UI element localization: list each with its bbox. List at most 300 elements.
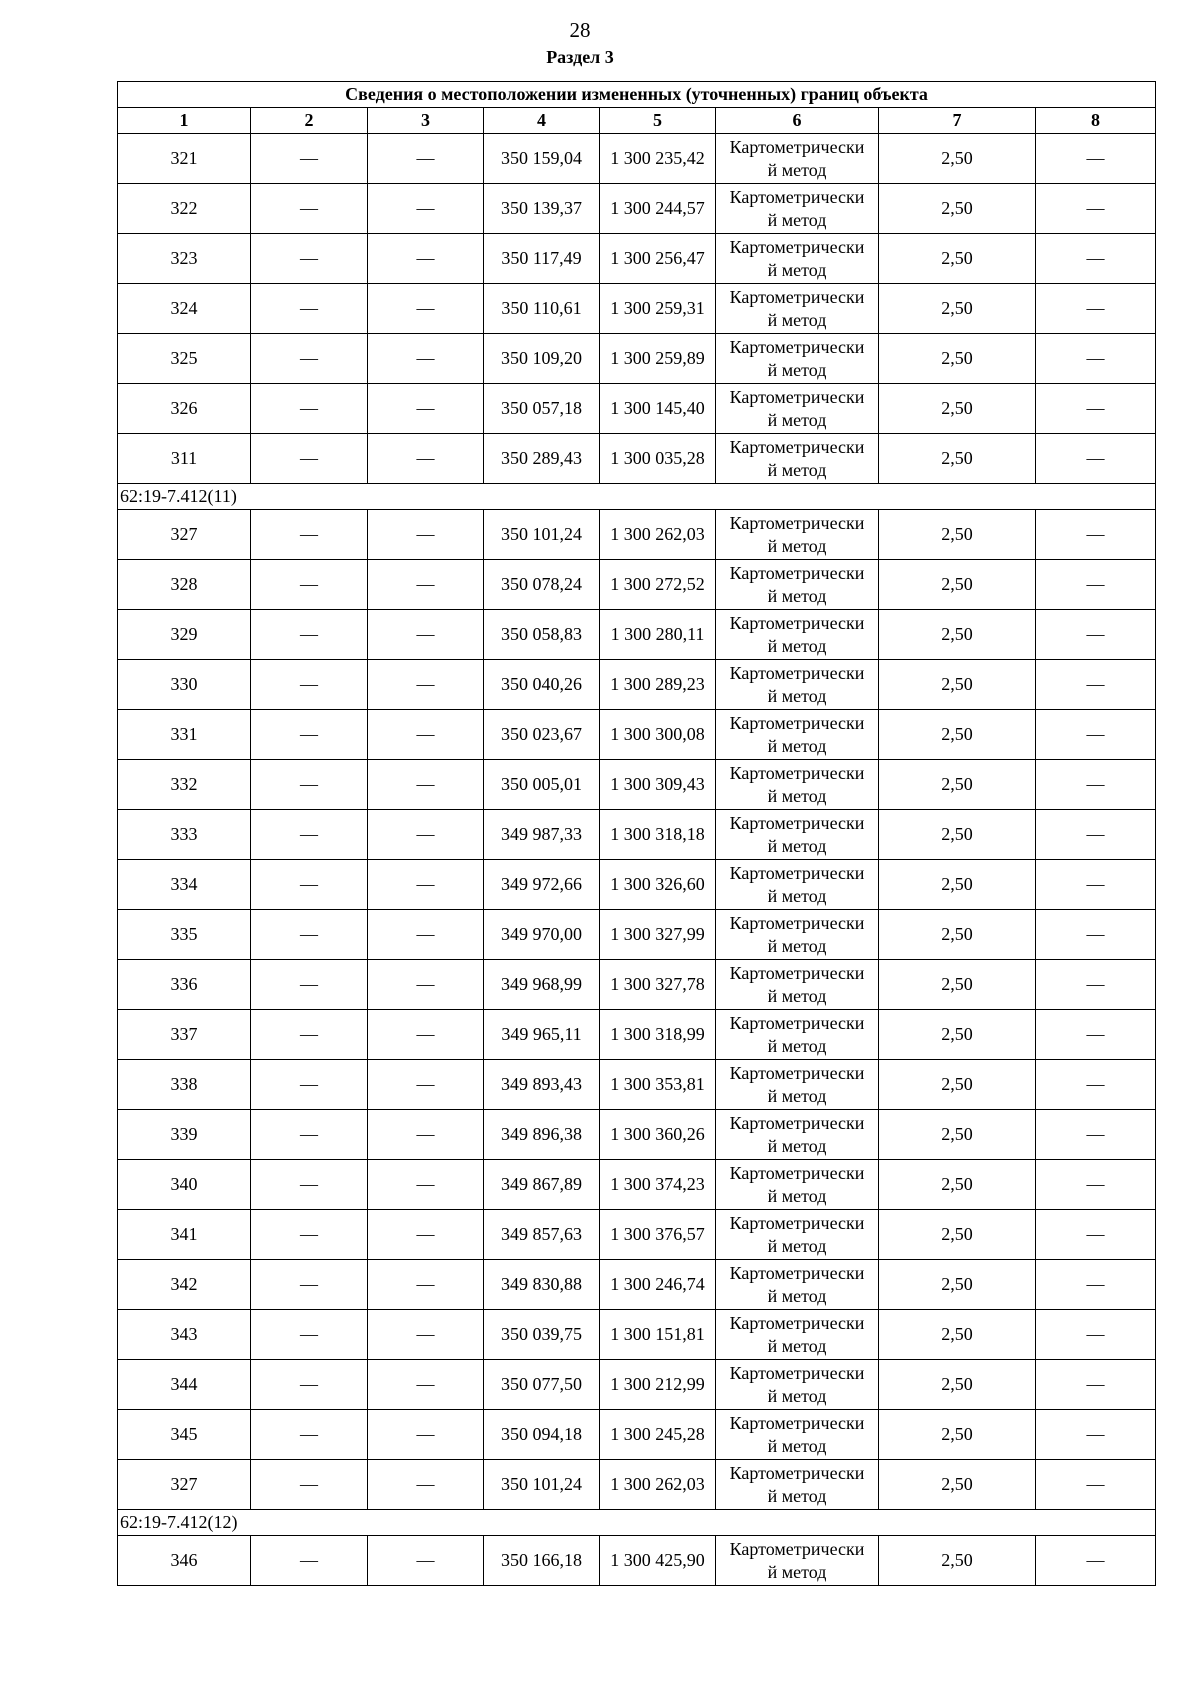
y-coordinate-cell: 1 300 374,23 — [600, 1160, 716, 1210]
table-row — [118, 434, 1156, 484]
x-coordinate-cell: 350 110,61 — [484, 284, 600, 334]
x-coordinate-cell: 349 970,00 — [484, 910, 600, 960]
method-line-1: Картометрически — [729, 1362, 865, 1383]
method-cell — [716, 384, 879, 434]
method-line-2: й метод — [767, 259, 827, 280]
point-number-cell: 341 — [118, 1210, 251, 1260]
y-coordinate-cell: 1 300 327,99 — [600, 910, 716, 960]
y-coordinate-cell: 1 300 280,11 — [600, 610, 716, 660]
accuracy-cell: 2,50 — [879, 384, 1036, 434]
section-title: Раздел 3 — [546, 47, 614, 67]
x-coordinate-cell: 350 159,04 — [484, 134, 600, 184]
table-row — [118, 1310, 1156, 1360]
method-cell — [716, 234, 879, 284]
method-cell — [716, 434, 879, 484]
table-row — [118, 1010, 1156, 1060]
method-line-1: Картометрически — [729, 386, 865, 407]
method-line-1: Картометрически — [729, 1162, 865, 1183]
y-coordinate-cell: 1 300 246,74 — [600, 1260, 716, 1310]
empty-dash-cell: — — [251, 560, 368, 610]
y-coordinate-cell: 1 300 360,26 — [600, 1110, 716, 1160]
empty-dash-cell: — — [1036, 1010, 1156, 1060]
empty-dash-cell: — — [1036, 610, 1156, 660]
x-coordinate-cell: 350 289,43 — [484, 434, 600, 484]
empty-dash-cell: — — [251, 334, 368, 384]
x-coordinate-cell: 349 965,11 — [484, 1010, 600, 1060]
empty-dash-cell: — — [251, 1536, 368, 1586]
empty-dash-cell: — — [368, 810, 484, 860]
accuracy-cell: 2,50 — [879, 710, 1036, 760]
y-coordinate-cell: 1 300 256,47 — [600, 234, 716, 284]
method-line-2: й метод — [767, 459, 827, 480]
table-row — [118, 610, 1156, 660]
x-coordinate-cell: 350 166,18 — [484, 1536, 600, 1586]
x-coordinate-cell: 349 972,66 — [484, 860, 600, 910]
point-number-cell: 328 — [118, 560, 251, 610]
empty-dash-cell: — — [368, 910, 484, 960]
empty-dash-cell: — — [251, 1160, 368, 1210]
point-number-cell: 346 — [118, 1536, 251, 1586]
accuracy-cell: 2,50 — [879, 284, 1036, 334]
empty-dash-cell: — — [1036, 960, 1156, 1010]
table-row — [118, 710, 1156, 760]
method-line-2: й метод — [767, 735, 827, 756]
y-coordinate-cell: 1 300 212,99 — [600, 1360, 716, 1410]
empty-dash-cell: — — [251, 810, 368, 860]
point-number-cell: 327 — [118, 510, 251, 560]
y-coordinate-cell: 1 300 318,18 — [600, 810, 716, 860]
accuracy-cell: 2,50 — [879, 860, 1036, 910]
y-coordinate-cell: 1 300 259,31 — [600, 284, 716, 334]
column-number: 4 — [484, 108, 600, 134]
y-coordinate-cell: 1 300 300,08 — [600, 710, 716, 760]
method-line-2: й метод — [767, 359, 827, 380]
method-line-2: й метод — [767, 1285, 827, 1306]
method-line-1: Картометрически — [729, 662, 865, 683]
method-line-1: Картометрически — [729, 136, 865, 157]
accuracy-cell: 2,50 — [879, 1010, 1036, 1060]
method-line-1: Картометрически — [729, 1012, 865, 1033]
method-line-2: й метод — [767, 835, 827, 856]
x-coordinate-cell: 350 040,26 — [484, 660, 600, 710]
method-line-2: й метод — [767, 535, 827, 556]
accuracy-cell: 2,50 — [879, 1060, 1036, 1110]
empty-dash-cell: — — [1036, 910, 1156, 960]
empty-dash-cell: — — [1036, 134, 1156, 184]
group-row — [118, 484, 1156, 510]
empty-dash-cell: — — [368, 1310, 484, 1360]
table-row — [118, 810, 1156, 860]
empty-dash-cell: — — [1036, 1210, 1156, 1260]
method-line-1: Картометрически — [729, 1062, 865, 1083]
y-coordinate-cell: 1 300 326,60 — [600, 860, 716, 910]
method-line-2: й метод — [767, 1035, 827, 1056]
point-number-cell: 343 — [118, 1310, 251, 1360]
table-body — [118, 134, 1156, 1586]
empty-dash-cell: — — [251, 960, 368, 1010]
method-line-1: Картометрически — [729, 862, 865, 883]
empty-dash-cell: — — [251, 1210, 368, 1260]
y-coordinate-cell: 1 300 259,89 — [600, 334, 716, 384]
table-row — [118, 284, 1156, 334]
method-cell — [716, 1536, 879, 1586]
x-coordinate-cell: 349 867,89 — [484, 1160, 600, 1210]
table-row — [118, 384, 1156, 434]
y-coordinate-cell: 1 300 262,03 — [600, 1460, 716, 1510]
empty-dash-cell: — — [1036, 1060, 1156, 1110]
empty-dash-cell: — — [1036, 810, 1156, 860]
column-number: 1 — [118, 108, 251, 134]
empty-dash-cell: — — [251, 1410, 368, 1460]
empty-dash-cell: — — [368, 760, 484, 810]
y-coordinate-cell: 1 300 151,81 — [600, 1310, 716, 1360]
method-cell — [716, 1260, 879, 1310]
method-cell — [716, 660, 879, 710]
table-row — [118, 134, 1156, 184]
accuracy-cell: 2,50 — [879, 510, 1036, 560]
y-coordinate-cell: 1 300 289,23 — [600, 660, 716, 710]
accuracy-cell: 2,50 — [879, 660, 1036, 710]
x-coordinate-cell: 350 139,37 — [484, 184, 600, 234]
empty-dash-cell: — — [368, 234, 484, 284]
empty-dash-cell: — — [368, 384, 484, 434]
method-line-2: й метод — [767, 1435, 827, 1456]
accuracy-cell: 2,50 — [879, 1360, 1036, 1410]
method-line-2: й метод — [767, 1235, 827, 1256]
method-line-1: Картометрически — [729, 562, 865, 583]
y-coordinate-cell: 1 300 376,57 — [600, 1210, 716, 1260]
empty-dash-cell: — — [251, 134, 368, 184]
method-cell — [716, 284, 879, 334]
empty-dash-cell: — — [368, 960, 484, 1010]
empty-dash-cell: — — [368, 1260, 484, 1310]
empty-dash-cell: — — [1036, 1360, 1156, 1410]
x-coordinate-cell: 350 039,75 — [484, 1310, 600, 1360]
method-line-2: й метод — [767, 1485, 827, 1506]
accuracy-cell: 2,50 — [879, 610, 1036, 660]
method-line-2: й метод — [767, 885, 827, 906]
method-line-2: й метод — [767, 935, 827, 956]
table-row — [118, 760, 1156, 810]
method-cell — [716, 810, 879, 860]
method-cell — [716, 610, 879, 660]
method-line-2: й метод — [767, 159, 827, 180]
method-line-1: Картометрически — [729, 612, 865, 633]
point-number-cell: 344 — [118, 1360, 251, 1410]
accuracy-cell: 2,50 — [879, 1410, 1036, 1460]
x-coordinate-cell: 349 830,88 — [484, 1260, 600, 1310]
x-coordinate-cell: 350 057,18 — [484, 384, 600, 434]
method-line-2: й метод — [767, 409, 827, 430]
table-row — [118, 1210, 1156, 1260]
table-row — [118, 184, 1156, 234]
point-number-cell: 340 — [118, 1160, 251, 1210]
x-coordinate-cell: 349 987,33 — [484, 810, 600, 860]
table-row — [118, 1360, 1156, 1410]
method-line-1: Картометрически — [729, 186, 865, 207]
table-row — [118, 910, 1156, 960]
y-coordinate-cell: 1 300 035,28 — [600, 434, 716, 484]
table-row — [118, 1060, 1156, 1110]
x-coordinate-cell: 350 101,24 — [484, 510, 600, 560]
point-number-cell: 330 — [118, 660, 251, 710]
method-cell — [716, 1410, 879, 1460]
point-number-cell: 321 — [118, 134, 251, 184]
point-number-cell: 338 — [118, 1060, 251, 1110]
point-number-cell: 327 — [118, 1460, 251, 1510]
method-cell — [716, 710, 879, 760]
empty-dash-cell: — — [1036, 384, 1156, 434]
empty-dash-cell: — — [368, 184, 484, 234]
y-coordinate-cell: 1 300 309,43 — [600, 760, 716, 810]
group-label: 62:19-7.412(11) — [118, 484, 1156, 510]
accuracy-cell: 2,50 — [879, 334, 1036, 384]
boundary-coordinates-table — [117, 81, 1156, 1586]
method-cell — [716, 1360, 879, 1410]
point-number-cell: 329 — [118, 610, 251, 660]
empty-dash-cell: — — [368, 334, 484, 384]
method-cell — [716, 910, 879, 960]
empty-dash-cell: — — [1036, 710, 1156, 760]
method-cell — [716, 560, 879, 610]
empty-dash-cell: — — [368, 710, 484, 760]
empty-dash-cell: — — [251, 1110, 368, 1160]
x-coordinate-cell: 349 968,99 — [484, 960, 600, 1010]
table-row — [118, 1160, 1156, 1210]
x-coordinate-cell: 350 005,01 — [484, 760, 600, 810]
accuracy-cell: 2,50 — [879, 810, 1036, 860]
table-row — [118, 334, 1156, 384]
x-coordinate-cell: 350 117,49 — [484, 234, 600, 284]
x-coordinate-cell: 350 078,24 — [484, 560, 600, 610]
table-row — [118, 1410, 1156, 1460]
accuracy-cell: 2,50 — [879, 234, 1036, 284]
empty-dash-cell: — — [251, 384, 368, 434]
method-line-2: й метод — [767, 985, 827, 1006]
method-line-1: Картометрически — [729, 762, 865, 783]
group-label: 62:19-7.412(12) — [118, 1510, 1156, 1536]
method-line-2: й метод — [767, 1185, 827, 1206]
empty-dash-cell: — — [251, 1260, 368, 1310]
y-coordinate-cell: 1 300 262,03 — [600, 510, 716, 560]
accuracy-cell: 2,50 — [879, 1310, 1036, 1360]
point-number-cell: 311 — [118, 434, 251, 484]
empty-dash-cell: — — [251, 710, 368, 760]
method-cell — [716, 1010, 879, 1060]
empty-dash-cell: — — [368, 1160, 484, 1210]
empty-dash-cell: — — [1036, 1160, 1156, 1210]
method-line-1: Картометрически — [729, 436, 865, 457]
method-line-2: й метод — [767, 1335, 827, 1356]
point-number-cell: 339 — [118, 1110, 251, 1160]
column-number: 3 — [368, 108, 484, 134]
method-line-1: Картометрически — [729, 812, 865, 833]
accuracy-cell: 2,50 — [879, 910, 1036, 960]
empty-dash-cell: — — [251, 284, 368, 334]
method-cell — [716, 184, 879, 234]
empty-dash-cell: — — [1036, 284, 1156, 334]
point-number-cell: 334 — [118, 860, 251, 910]
accuracy-cell: 2,50 — [879, 1460, 1036, 1510]
y-coordinate-cell: 1 300 145,40 — [600, 384, 716, 434]
point-number-cell: 331 — [118, 710, 251, 760]
y-coordinate-cell: 1 300 272,52 — [600, 560, 716, 610]
table-row — [118, 860, 1156, 910]
y-coordinate-cell: 1 300 245,28 — [600, 1410, 716, 1460]
table-row — [118, 1536, 1156, 1586]
method-cell — [716, 960, 879, 1010]
y-coordinate-cell: 1 300 327,78 — [600, 960, 716, 1010]
empty-dash-cell: — — [368, 860, 484, 910]
point-number-cell: 325 — [118, 334, 251, 384]
point-number-cell: 345 — [118, 1410, 251, 1460]
point-number-cell: 336 — [118, 960, 251, 1010]
empty-dash-cell: — — [368, 1210, 484, 1260]
empty-dash-cell: — — [368, 1536, 484, 1586]
method-line-1: Картометрически — [729, 1112, 865, 1133]
empty-dash-cell: — — [251, 1360, 368, 1410]
empty-dash-cell: — — [1036, 860, 1156, 910]
empty-dash-cell: — — [368, 434, 484, 484]
x-coordinate-cell: 350 023,67 — [484, 710, 600, 760]
empty-dash-cell: — — [251, 184, 368, 234]
method-cell — [716, 334, 879, 384]
method-line-2: й метод — [767, 635, 827, 656]
method-line-1: Картометрически — [729, 1412, 865, 1433]
empty-dash-cell: — — [368, 1410, 484, 1460]
method-line-1: Картометрически — [729, 1312, 865, 1333]
method-cell — [716, 860, 879, 910]
accuracy-cell: 2,50 — [879, 134, 1036, 184]
empty-dash-cell: — — [1036, 434, 1156, 484]
method-line-1: Картометрически — [729, 1262, 865, 1283]
empty-dash-cell: — — [251, 1310, 368, 1360]
method-line-1: Картометрически — [729, 1212, 865, 1233]
method-line-1: Картометрически — [729, 912, 865, 933]
method-cell — [716, 1110, 879, 1160]
empty-dash-cell: — — [251, 1060, 368, 1110]
method-line-1: Картометрически — [729, 712, 865, 733]
method-line-1: Картометрически — [729, 236, 865, 257]
accuracy-cell: 2,50 — [879, 1160, 1036, 1210]
point-number-cell: 337 — [118, 1010, 251, 1060]
empty-dash-cell: — — [368, 134, 484, 184]
empty-dash-cell: — — [251, 860, 368, 910]
page-number: 28 — [569, 18, 591, 42]
point-number-cell: 333 — [118, 810, 251, 860]
table-row — [118, 560, 1156, 610]
method-line-2: й метод — [767, 685, 827, 706]
point-number-cell: 335 — [118, 910, 251, 960]
empty-dash-cell: — — [251, 660, 368, 710]
empty-dash-cell: — — [251, 234, 368, 284]
method-line-1: Картометрически — [729, 512, 865, 533]
method-cell — [716, 1160, 879, 1210]
y-coordinate-cell: 1 300 318,99 — [600, 1010, 716, 1060]
accuracy-cell: 2,50 — [879, 1110, 1036, 1160]
x-coordinate-cell: 349 857,63 — [484, 1210, 600, 1260]
empty-dash-cell: — — [251, 510, 368, 560]
accuracy-cell: 2,50 — [879, 184, 1036, 234]
point-number-cell: 324 — [118, 284, 251, 334]
x-coordinate-cell: 350 058,83 — [484, 610, 600, 660]
y-coordinate-cell: 1 300 353,81 — [600, 1060, 716, 1110]
y-coordinate-cell: 1 300 425,90 — [600, 1536, 716, 1586]
column-number-row — [118, 108, 1156, 134]
column-number: 5 — [600, 108, 716, 134]
table-row — [118, 1260, 1156, 1310]
y-coordinate-cell: 1 300 244,57 — [600, 184, 716, 234]
point-number-cell: 326 — [118, 384, 251, 434]
empty-dash-cell: — — [368, 1360, 484, 1410]
table-row — [118, 510, 1156, 560]
point-number-cell: 322 — [118, 184, 251, 234]
empty-dash-cell: — — [251, 910, 368, 960]
point-number-cell: 332 — [118, 760, 251, 810]
empty-dash-cell: — — [1036, 1460, 1156, 1510]
method-line-2: й метод — [767, 1561, 827, 1582]
method-cell — [716, 510, 879, 560]
accuracy-cell: 2,50 — [879, 960, 1036, 1010]
empty-dash-cell: — — [1036, 760, 1156, 810]
x-coordinate-cell: 349 893,43 — [484, 1060, 600, 1110]
empty-dash-cell: — — [368, 610, 484, 660]
x-coordinate-cell: 349 896,38 — [484, 1110, 600, 1160]
empty-dash-cell: — — [368, 284, 484, 334]
table-row — [118, 234, 1156, 284]
empty-dash-cell: — — [1036, 560, 1156, 610]
method-line-1: Картометрически — [729, 1462, 865, 1483]
method-line-1: Картометрически — [729, 1538, 865, 1559]
column-number: 2 — [251, 108, 368, 134]
accuracy-cell: 2,50 — [879, 1210, 1036, 1260]
accuracy-cell: 2,50 — [879, 1260, 1036, 1310]
method-cell — [716, 760, 879, 810]
empty-dash-cell: — — [251, 1010, 368, 1060]
x-coordinate-cell: 350 077,50 — [484, 1360, 600, 1410]
x-coordinate-cell: 350 101,24 — [484, 1460, 600, 1510]
point-number-cell: 342 — [118, 1260, 251, 1310]
empty-dash-cell: — — [1036, 660, 1156, 710]
method-line-1: Картометрически — [729, 286, 865, 307]
empty-dash-cell: — — [251, 434, 368, 484]
empty-dash-cell: — — [1036, 1310, 1156, 1360]
empty-dash-cell: — — [368, 660, 484, 710]
method-cell — [716, 1060, 879, 1110]
x-coordinate-cell: 350 094,18 — [484, 1410, 600, 1460]
empty-dash-cell: — — [1036, 1110, 1156, 1160]
method-cell — [716, 1310, 879, 1360]
empty-dash-cell: — — [1036, 510, 1156, 560]
empty-dash-cell: — — [368, 1460, 484, 1510]
table-row — [118, 660, 1156, 710]
empty-dash-cell: — — [251, 610, 368, 660]
method-line-2: й метод — [767, 1135, 827, 1156]
empty-dash-cell: — — [1036, 1260, 1156, 1310]
column-number: 8 — [1036, 108, 1156, 134]
empty-dash-cell: — — [368, 1110, 484, 1160]
empty-dash-cell: — — [1036, 184, 1156, 234]
empty-dash-cell: — — [1036, 1410, 1156, 1460]
empty-dash-cell: — — [368, 1010, 484, 1060]
empty-dash-cell: — — [251, 1460, 368, 1510]
method-line-2: й метод — [767, 1385, 827, 1406]
column-number: 7 — [879, 108, 1036, 134]
table-row — [118, 960, 1156, 1010]
empty-dash-cell: — — [368, 510, 484, 560]
method-line-2: й метод — [767, 209, 827, 230]
method-cell — [716, 134, 879, 184]
